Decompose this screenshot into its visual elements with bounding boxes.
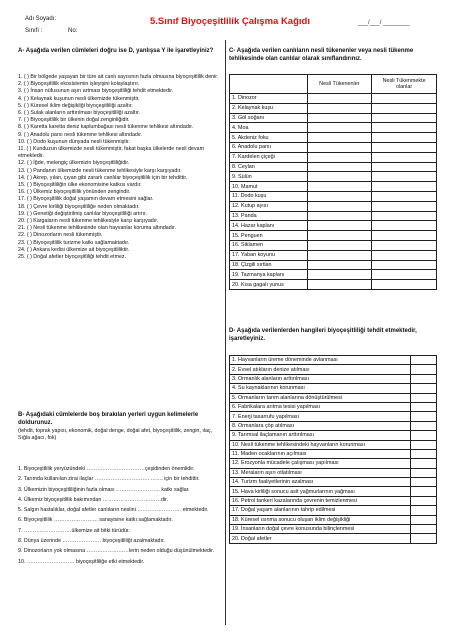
table-row — [230, 103, 437, 113]
true-false-item: 15. ( ) Biyoçeşitliliğin ülke ekonomisine katkısı vardır. — [18, 182, 142, 189]
extinct-cell[interactable] — [307, 113, 372, 123]
organism-name: 3. Göl soğanı — [230, 113, 308, 123]
section-a-title: A- Aşağıda verilen cümleleri doğru ise D, yanlışsa Y ile işaretleyiniz? — [18, 48, 214, 54]
table-row — [230, 459, 437, 468]
extinct-cell[interactable] — [307, 221, 372, 231]
section-d-table — [229, 355, 437, 544]
extinct-cell[interactable] — [307, 280, 372, 290]
table-row — [230, 478, 437, 487]
threat-statement: 2. Evsel atıkların denize atılması — [230, 365, 411, 374]
table-row — [230, 172, 437, 182]
endangered-cell[interactable] — [372, 172, 437, 182]
table-row — [230, 440, 437, 449]
threat-statement: 5. Ormanların tarım alanlarına dönüştürülmesi — [230, 393, 411, 402]
table-row — [230, 162, 437, 172]
table-row — [230, 270, 437, 280]
fill-blank-item: 8. Dünya üzerinde …………………. biyoçeşitliliği azalmaktadır. — [18, 538, 165, 545]
threat-statement: 20. Doğal afetler — [230, 534, 411, 543]
fill-blank-item: 6. Biyoçeşitlilik ……………………. sanayisine katkı sağlamaktadır. — [18, 517, 173, 524]
fill-blank-item: 9. Dinozorların yok olmasına ……………………lerin neden olduğu düşünülmektedir. — [18, 548, 215, 555]
threat-statement: 16. Petrol tankeri kazalarında çevrenin temizlenmesi — [230, 496, 411, 505]
organism-name: 11. Dodo kuşu — [230, 191, 308, 201]
extinct-cell[interactable] — [307, 103, 372, 113]
organism-name: 13. Panda — [230, 211, 308, 221]
true-false-item: 3. ( ) İnsan nüfusunun aşırı artması biyoçeşitliliği tehdit etmektedir. — [18, 88, 174, 95]
true-false-item: 19. ( ) Genetiği değiştirilmiş canlılar biyoçeşitliliği artırır. — [18, 210, 147, 217]
true-false-item: 6. ( ) Sulak alanların arttırılması biyoçeşitliliği azaltır. — [18, 110, 140, 117]
table-row — [230, 496, 437, 505]
fill-blank-item: 10. ……………………… biyoçeşitliliğe etki etmektedir. — [18, 558, 145, 565]
endangered-cell[interactable] — [372, 280, 437, 290]
endangered-cell[interactable] — [372, 182, 437, 192]
threat-statement: 9. Tarımsal ilaçlamanın arttırılması — [230, 431, 411, 440]
section-d-title: D- Aşağıda verilenlerden hangileri biyoçeşitliliği tehdit etmektedir, işaretleyiniz. — [229, 328, 417, 342]
table-row — [230, 250, 437, 260]
organism-name: 8. Ceylan — [230, 162, 308, 172]
organism-name: 16. Siklamen — [230, 240, 308, 250]
table-row — [230, 449, 437, 458]
table-row — [230, 525, 437, 534]
mark-cell[interactable] — [411, 525, 437, 534]
header-cell-empty — [230, 75, 308, 94]
endangered-cell[interactable] — [372, 250, 437, 260]
threat-statement: 14. Turizm faaliyetlerinin azalması — [230, 478, 411, 487]
extinct-cell[interactable] — [307, 270, 372, 280]
organism-name: 1. Dinozor — [230, 94, 308, 104]
extinct-cell[interactable] — [307, 172, 372, 182]
threat-statement: 12. Erozyonla mücadele çalışması yapılması — [230, 459, 411, 468]
mark-cell[interactable] — [411, 496, 437, 505]
column-divider — [225, 40, 226, 625]
extinct-cell[interactable] — [307, 240, 372, 250]
table-row — [230, 421, 437, 430]
threat-statement: 11. Maden ocaklarının açılması — [230, 449, 411, 458]
true-false-item: 4. ( ) Kelaynak kuşunun nesli ülkemizde tükenmiştir. — [18, 95, 140, 102]
table-row — [230, 201, 437, 211]
table-row — [230, 182, 437, 192]
mark-cell[interactable] — [411, 365, 437, 374]
table-row — [230, 402, 437, 411]
mark-cell[interactable] — [411, 534, 437, 543]
table-row — [230, 365, 437, 374]
organism-name: 19. Tazmanya kaplanı — [230, 270, 308, 280]
threat-statement: 13. Meraların aşırı otlatılması — [230, 468, 411, 477]
endangered-cell[interactable] — [372, 142, 437, 152]
endangered-cell[interactable] — [372, 240, 437, 250]
extinct-cell[interactable] — [307, 94, 372, 104]
no-label: No: — [68, 28, 78, 34]
table-row — [230, 240, 437, 250]
table-row — [230, 356, 437, 365]
endangered-cell[interactable] — [372, 162, 437, 172]
table-row — [230, 133, 437, 143]
table-row — [230, 211, 437, 221]
threat-statement: 10. Nesli tükenme tehlikesindeki hayvanların korunması — [230, 440, 411, 449]
threat-statement: 18. Küresel ısınma sonucu oluşan iklim değişikliği — [230, 515, 411, 524]
organism-name: 7. Kardelen çiçeği — [230, 152, 308, 162]
true-false-item: 16. ( ) Ülkemiz biyoçeşitlilik yönünden zengindir. — [18, 189, 131, 196]
organism-name: 5. Akdeniz foku — [230, 133, 308, 143]
true-false-item: 11. ( ) Kunduzun ülkemizde nesli tükenmiştir, fakat başka ülkelerde nesli devam etmektedir. — [18, 146, 204, 160]
mark-cell[interactable] — [411, 431, 437, 440]
threat-statement: 8. Ormanlara çöp atılması — [230, 421, 411, 430]
true-false-item: 10. ( ) Dodo kuşunun dünyada nesli tükenmiştir. — [18, 138, 130, 145]
true-false-item: 18. ( ) Çevre kirliliği biyoçeşitliliğe neden olmaktadır. — [18, 203, 140, 210]
mark-cell[interactable] — [411, 374, 437, 383]
true-false-item: 9. ( ) Anadolu parsı nesli tükenme tehlikesi altındadır. — [18, 131, 143, 138]
mark-cell[interactable] — [411, 412, 437, 421]
true-false-item: 23. ( ) Biyoçeşitlilik turizme katkı sağlamaktadır. — [18, 239, 130, 246]
extinct-cell[interactable] — [307, 182, 372, 192]
endangered-cell[interactable] — [372, 94, 437, 104]
table-row — [230, 152, 437, 162]
fill-blank-item: 5. Salgın hastalıklar, doğal afetler canlıların neslini ……………………. etmektedir. — [18, 507, 209, 514]
extinct-cell[interactable] — [307, 231, 372, 241]
mark-cell[interactable] — [411, 393, 437, 402]
mark-cell[interactable] — [411, 478, 437, 487]
endangered-cell[interactable] — [372, 221, 437, 231]
table-row — [230, 221, 437, 231]
table-row — [230, 412, 437, 421]
organism-name: 10. Mamut — [230, 182, 308, 192]
endangered-cell[interactable] — [372, 211, 437, 221]
table-row — [230, 231, 437, 241]
fill-blank-item: 3. Ülkemizin biyoçeşitliliğinin fazla olması ……………………. katkı sağlar. — [18, 486, 190, 493]
organism-name: 20. Kısa gagalı yunus — [230, 280, 308, 290]
class-label: Sınıfı : — [25, 28, 43, 34]
table-row — [230, 534, 437, 543]
true-false-item: 12. ( ) İğde, melengiç ülkemizin biyoçeşitliliğidir. — [18, 160, 130, 167]
endangered-cell[interactable] — [372, 191, 437, 201]
threat-statement: 7. Enerji tasarrufu yapılması — [230, 412, 411, 421]
section-b-title: B- Aşağıdaki cümlelerde boş bırakılan yerleri uygun kelimelerle doldurunuz. — [18, 412, 199, 426]
table-row — [230, 191, 437, 201]
table-row — [230, 506, 437, 515]
mark-cell[interactable] — [411, 421, 437, 430]
organism-name: 4. Moa — [230, 123, 308, 133]
true-false-item: 14. ( ) Akrep, yılan, çıyan gibi zararlı canlılar biyoçeşitlilik için bir tehdittir. — [18, 174, 188, 181]
mark-cell[interactable] — [411, 487, 437, 496]
extinct-cell[interactable] — [307, 211, 372, 221]
mark-cell[interactable] — [411, 468, 437, 477]
true-false-item: 25. ( ) Doğal afetler biyoçeşitliliği tehdit etmez. — [18, 254, 127, 261]
table-row — [230, 515, 437, 524]
date-field: ___/___/ ________ — [358, 20, 410, 26]
page-title: 5.Sınıf Biyoçeşitlilik Çalışma Kağıdı — [150, 16, 310, 27]
mark-cell[interactable] — [411, 459, 437, 468]
table-row — [230, 487, 437, 496]
endangered-cell[interactable] — [372, 260, 437, 270]
threat-statement: 4. Su kaynaklarının korunması — [230, 384, 411, 393]
section-b-list — [18, 466, 220, 569]
organism-name: 12. Kutup ayısı — [230, 201, 308, 211]
threat-statement: 6. Fabrikalara arıtma tesisi yapılması — [230, 402, 411, 411]
endangered-cell[interactable] — [372, 103, 437, 113]
table-row — [230, 431, 437, 440]
endangered-cell[interactable] — [372, 270, 437, 280]
threat-statement: 15. Hava kirliliği sonucu asit yağmurlarının yağması — [230, 487, 411, 496]
table-row — [230, 280, 437, 290]
endangered-cell[interactable] — [372, 231, 437, 241]
header-extinct: Nesli Tükenenler — [307, 75, 372, 94]
table-row — [230, 393, 437, 402]
true-false-item: 13. ( ) Pandanın ülkemizde nesli tükenme tehlikesiyle karşı karşıyadır. — [18, 167, 182, 174]
true-false-item: 20. ( ) Kargaların nesli tükenme tehlikesiyle karşı karşıyadır. — [18, 218, 159, 225]
extinct-cell[interactable] — [307, 142, 372, 152]
threat-statement: 3. Ormanlık alanların arttırılması — [230, 374, 411, 383]
extinct-cell[interactable] — [307, 162, 372, 172]
mark-cell[interactable] — [411, 356, 437, 365]
section-c-table — [229, 74, 437, 290]
organism-name: 2. Kelaynak kuşu — [230, 103, 308, 113]
fill-blank-item: 1. Biyoçeşitlilik yeryüzündeki ……………………………çeşidinden önemlidir. — [18, 466, 195, 472]
endangered-cell[interactable] — [372, 201, 437, 211]
true-false-item: 5. ( ) Küresel iklim değişikliği biyoçeşitliliği azaltır. — [18, 102, 133, 109]
threat-statement: 17. Doğal yaşam alanlarının tahrip edilmesi — [230, 506, 411, 515]
organism-name: 9. Sülün — [230, 172, 308, 182]
table-row — [230, 94, 437, 104]
organism-name: 18. Çizgili sırtlan — [230, 260, 308, 270]
endangered-cell[interactable] — [372, 133, 437, 143]
organism-name: 15. Penguen — [230, 231, 308, 241]
extinct-cell[interactable] — [307, 133, 372, 143]
extinct-cell[interactable] — [307, 201, 372, 211]
mark-cell[interactable] — [411, 515, 437, 524]
name-label: Adı Soyadı: — [25, 16, 57, 22]
true-false-item: 7. ( ) Biyoçeşitlilik bir ülkenin doğal zenginliğidir. — [18, 117, 130, 124]
mark-cell[interactable] — [411, 402, 437, 411]
mark-cell[interactable] — [411, 506, 437, 515]
mark-cell[interactable] — [411, 449, 437, 458]
fill-blank-item: 7. ………………………ülkemize ait bitki türüdür. — [18, 527, 130, 534]
true-false-item: 22. ( ) Dinozorların nesli tükenmiştir. — [18, 232, 103, 239]
threat-statement: 19. İnsanların doğal çevre konusunda bilinçlenmesi — [230, 525, 411, 534]
organism-name: 6. Anadolu parsı — [230, 142, 308, 152]
table-row — [230, 113, 437, 123]
table-row — [230, 142, 437, 152]
endangered-cell[interactable] — [372, 152, 437, 162]
true-false-item: 17. ( ) Biyoçeşitlilik doğal yaşamın devam etmesini sağlar. — [18, 196, 154, 203]
extinct-cell[interactable] — [307, 123, 372, 133]
header-endangered: Nesli Tükenmekte olanlar — [372, 75, 437, 94]
true-false-item: 8. ( ) Karetta karetta deniz kaplumbağası nesli tükenme tehlikesi altındadır. — [18, 124, 194, 131]
extinct-cell[interactable] — [307, 152, 372, 162]
true-false-item: 1. ( ) Bir bölgede yaşayan bir türe ait canlı sayısının fazla olmasına biyoçeşitlilik denir. — [18, 74, 219, 80]
endangered-cell[interactable] — [372, 123, 437, 133]
organism-name: 14. Hazar kaplanı — [230, 221, 308, 231]
true-false-item: 2. ( ) Biyoçeşitlilik ekosistemin işleyişini kolaylaştırır. — [18, 81, 140, 88]
table-row — [230, 374, 437, 383]
endangered-cell[interactable] — [372, 113, 437, 123]
mark-cell[interactable] — [411, 384, 437, 393]
true-false-item: 21. ( ) Nesli tükenme tehlikesinde olan hayvanlar koruma altındadır. — [18, 225, 177, 232]
organism-name: 17. Yaban koyunu — [230, 250, 308, 260]
fill-blank-item: 2. Tarımda kullanılan zirai ilaçlar …………………………. ……. için bir tehdittir. — [18, 476, 200, 483]
section-b-word-bank: (tehdit, toprak yapısı, ekonomik, doğal denge, doğal afet, biyoçeşitlilik, zengin, ılaç, Sığla ağacı, fok) — [18, 428, 213, 442]
section-a-list — [18, 74, 220, 261]
table-row — [230, 260, 437, 270]
section-c-title: C- Aşağıda verilen canlıların nesli tükenenler veya nesli tükenme tehlikesinde olan canlılar olarak sınıflandırınız. — [229, 48, 414, 62]
mark-cell[interactable] — [411, 440, 437, 449]
table-row — [230, 384, 437, 393]
extinct-cell[interactable] — [307, 250, 372, 260]
fill-blank-item: 4. Ülkemiz biyoçeşitlilik bakımından ……………………………dir. — [18, 496, 169, 503]
extinct-cell[interactable] — [307, 191, 372, 201]
true-false-item: 24. ( ) Ankara kedisi ülkemize ait biyoçeşitliliktir. — [18, 246, 130, 253]
threat-statement: 1. Hayvanların üreme döneminde avlanması — [230, 356, 411, 365]
table-row — [230, 468, 437, 477]
extinct-cell[interactable] — [307, 260, 372, 270]
table-row — [230, 123, 437, 133]
